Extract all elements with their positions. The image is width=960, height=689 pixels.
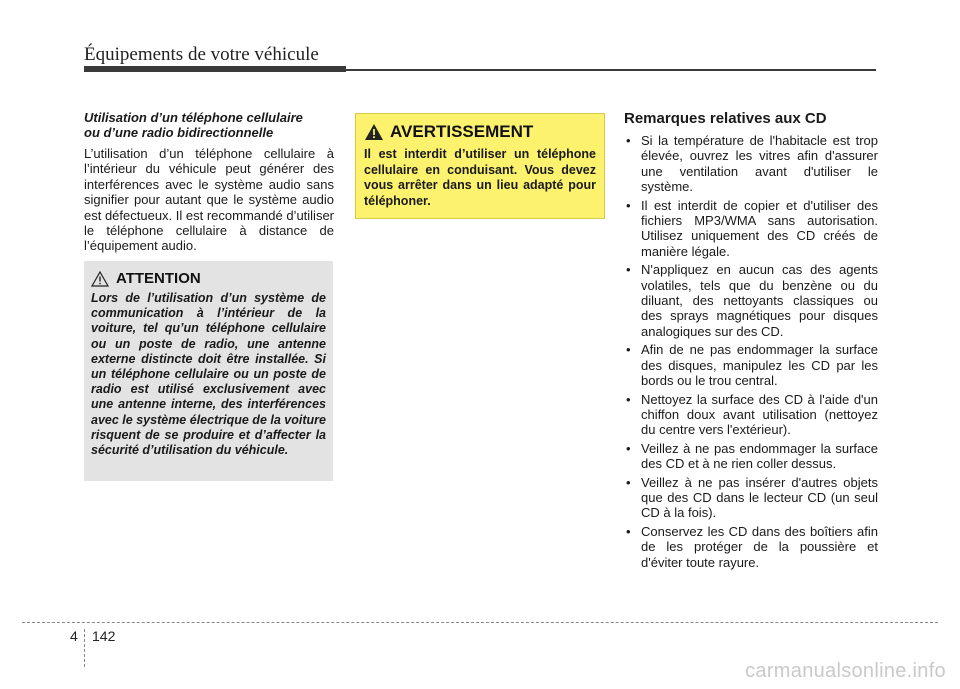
list-item: • Nettoyez la surface des CD à l'aide d'un chiffon doux avant utilisation (nettoyez du centre vers l'extérieur). — [626, 391, 878, 438]
cd-notes-section — [624, 110, 878, 573]
section-paragraph: L’utilisation d’un téléphone cellulaire à l’intérieur du véhicule peut générer des interférences avec le système audio sans signifier pour autant que le système audio est défectueux. Il est recommandé d’utiliser le téléphone cellulaire à distance de l’équipement audio. — [84, 146, 335, 254]
header-rule-thick — [84, 66, 346, 72]
bullet-icon: • — [626, 391, 631, 407]
page-title: Équipements de votre véhicule — [84, 44, 319, 65]
footer-vertical-divider — [84, 629, 85, 667]
list-item: • Si la température de l'habitacle est trop élevée, ouvrez les vitres afin d'assurer une ventilation avant d'utiliser le système. — [626, 133, 878, 195]
list-item: • Veillez à ne pas endommager la surface des CD et à ne rien coller dessus. — [626, 440, 878, 472]
warning-header — [364, 122, 596, 142]
warning-triangle-outline-icon — [91, 271, 109, 287]
page-number: 142 — [92, 628, 116, 644]
warning-box — [355, 113, 605, 219]
section-subheading — [84, 110, 334, 140]
bullet-icon: • — [626, 342, 631, 358]
bullet-icon: • — [626, 197, 631, 213]
list-item: • Conservez les CD dans des boîtiers afin de les protéger de la poussière et d'éviter toute rayure. — [626, 523, 878, 570]
warning-title: AVERTISSEMENT — [390, 122, 534, 141]
list-item: • Il est interdit de copier et d'utiliser des fichiers MP3/WMA sans autorisation. Utilisez uniquement des CD créés de manière légale. — [626, 197, 878, 259]
bullet-icon: • — [626, 474, 631, 490]
subheading-line-1: Utilisation d’un téléphone cellulaire — [84, 110, 303, 125]
phone-interference-section — [84, 110, 334, 254]
cd-notes-title: Remarques relatives aux CD — [624, 110, 827, 127]
warning-triangle-filled-icon — [364, 123, 384, 141]
footer-divider — [22, 622, 938, 623]
chapter-number: 4 — [70, 628, 78, 644]
list-item: • Afin de ne pas endommager la surface des disques, manipulez les CD par les bords ou le trou central. — [626, 342, 878, 389]
list-item: • Veillez à ne pas insérer d'autres objets que des CD dans le lecteur CD (un seul CD à la fois). — [626, 474, 878, 521]
watermark: carmanualsonline.info — [745, 660, 946, 682]
bullet-icon: • — [626, 440, 631, 456]
header-rule-thin — [346, 69, 876, 71]
subheading-line-2: ou d’une radio bidirectionnelle — [84, 125, 274, 140]
bullet-icon: • — [626, 523, 631, 539]
bullet-icon: • — [626, 133, 631, 148]
warning-text: Il est interdit d’utiliser un téléphone cellulaire en conduisant. Vous devez vous arrêter dans un lieu adapté pour téléphoner. — [364, 147, 596, 208]
bullet-icon: • — [626, 262, 631, 278]
cd-notes-list — [624, 133, 878, 570]
attention-text: Lors de l’utilisation d’un système de communication à l’intérieur de la voiture, tel qu’un téléphone cellulaire ou un poste de radio, une antenne externe distincte doit être installée. Si un téléphone cellulaire ou un poste de radio est utilisé exclusivement avec une antenne interne, des interférences avec le système électrique de la voiture risquent de se produire et d’affecter la sécurité d’utilisation du véhicule. — [91, 291, 326, 458]
attention-title: ATTENTION — [116, 270, 201, 287]
attention-header — [91, 270, 326, 287]
attention-box — [84, 261, 333, 481]
list-item: • N'appliquez en aucun cas des agents volatiles, tels que du benzène ou du diluant, des nettoyants classiques ou des sprays magnétiques pour disques analogiques sur des CD. — [626, 262, 878, 339]
